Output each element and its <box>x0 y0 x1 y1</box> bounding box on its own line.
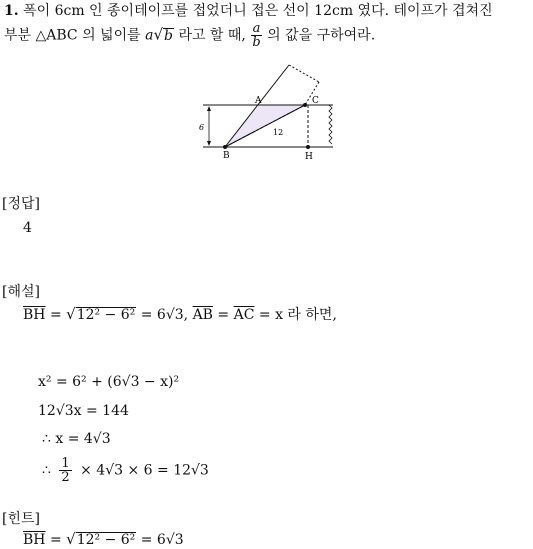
hint-heading: [힌트] <box>2 511 40 527</box>
label-H: H <box>305 152 313 162</box>
problem-text-2c: 의 값을 구하여라. <box>267 27 376 44</box>
fraction-one-half: $\frac{1}{2}$ <box>61 456 70 485</box>
segment-ab: $\overline{AB}$ <box>192 307 213 323</box>
segment-ac: $\overline{AC}$ <box>233 307 255 323</box>
label-width: 6 <box>199 123 205 132</box>
var-a: a <box>145 27 154 44</box>
problem-line-1 <box>4 2 493 20</box>
equation-2: 12√3x = 144 <box>38 403 129 419</box>
sqrt-expression: 12² − 6² <box>76 307 136 323</box>
problem-number: 1. <box>4 3 19 19</box>
equals-sign: = <box>49 307 67 323</box>
area-result: × 4√3 × 6 = 12√3 <box>80 462 209 479</box>
point-B <box>223 145 227 149</box>
label-C: C <box>312 96 319 106</box>
fraction-a-over-b: $\frac{a}{b}$ <box>252 21 261 50</box>
equation-3: ∴ x = 4√3 <box>42 431 111 447</box>
label-A: A <box>255 96 262 106</box>
equation-1: x² = 6² + (6√3 − x)² <box>38 374 180 390</box>
fold-edge-2 <box>289 65 319 82</box>
arrow-head-up <box>207 106 211 111</box>
problem-line-2: 부분 △ABC 의 넓이를 a√b 라고 할 때, $\frac{a}{b}$ 의 값을 구하여라. <box>4 21 376 50</box>
problem-text-2a: 부분 △ABC 의 넓이를 <box>4 27 141 44</box>
point-H <box>306 145 310 149</box>
tape-fold-figure <box>195 60 340 165</box>
answer-heading: [정답] <box>2 196 40 212</box>
torn-edge <box>329 105 332 144</box>
solution-x-text: = x 라 하면, <box>258 307 337 323</box>
arrow-head-down <box>207 141 211 146</box>
problem-text-1: 폭이 6cm 인 종이테이프를 접었더니 접은 선이 12cm 였다. 테이프가 겹쳐진 <box>23 3 493 19</box>
problem-text-2b: 라고 할 때, <box>178 27 246 44</box>
var-b: b <box>164 27 173 44</box>
equation-4 <box>42 457 209 484</box>
label-fold: 12 <box>273 128 284 137</box>
hint-equals: = <box>49 532 67 548</box>
hint-line: $\overline{BH} = √12^2 - 6^2 = 6√3$ <box>23 530 184 548</box>
point-C <box>303 103 307 107</box>
label-B: B <box>223 151 230 161</box>
segment-bh: $\overline{BH}$ <box>23 307 46 323</box>
hint-result: = 6√3 <box>140 532 184 548</box>
solution-heading: [해설] <box>2 284 40 300</box>
bh-result: = 6√3, <box>140 307 189 323</box>
therefore-symbol: ∴ <box>42 462 51 479</box>
answer-value: 4 <box>23 220 32 236</box>
solution-line-1: $\overline{BH} = √12^2 - 6^2 = 6√3$, $\overline{AB} = \overline{AC} = x$ 라 하면, <box>23 305 337 323</box>
hint-sqrt-expression: 12² − 6² <box>76 532 136 548</box>
hint-segment-bh: $\overline{BH}$ <box>23 532 46 548</box>
